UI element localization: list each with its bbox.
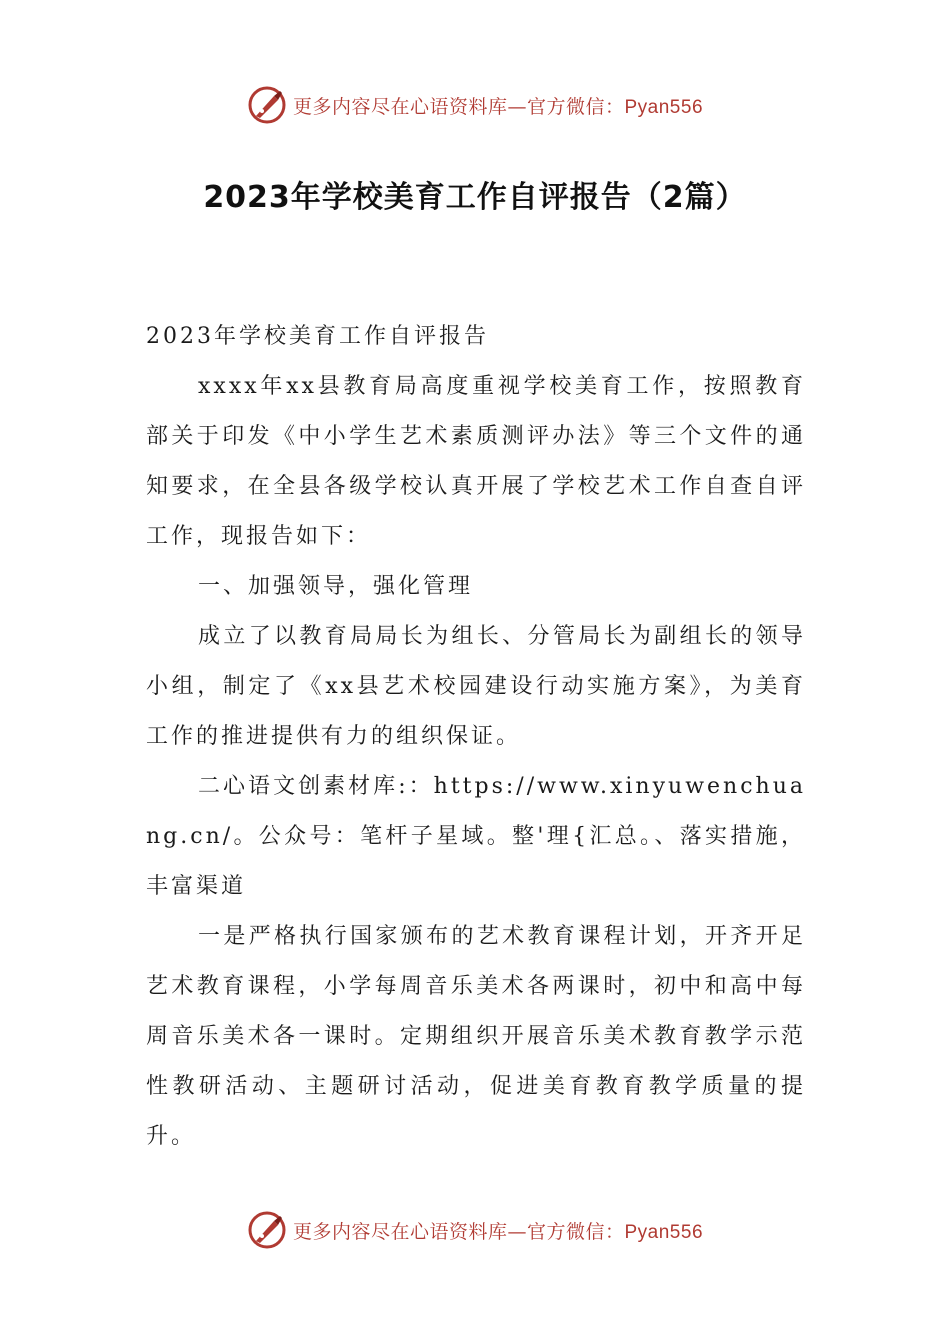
banner-text: 更多内容尽在心语资料库—官方微信：Pyan556 — [292, 1220, 704, 1243]
wechat-id: Pyan556 — [624, 96, 704, 118]
banner-text: 更多内容尽在心语资料库—官方微信：Pyan556 — [292, 95, 704, 118]
paragraph-source-note: 二心语文创素材库:：https://www.xinyuwenchuang.cn/。公众号：笔杆子星域。整'理{汇总。、落实措施，丰富渠道 — [146, 774, 806, 899]
footer-banner — [0, 1205, 950, 1255]
pen-nib-logo-icon — [247, 85, 287, 125]
paragraph-curriculum: 一是严格执行国家颁布的艺术教育课程计划，开齐开足艺术教育课程，小学每周音乐美术各两课时，初中和高中每周音乐美术各一课时。定期组织开展音乐美术教育教学示范性教研活动、主题研讨活动，促进美育教育教学质量的提升。 — [146, 924, 806, 1149]
paragraph-leadership: 成立了以教育局局长为组长、分管局长为副组长的领导小组，制定了《xx县艺术校园建设行动实施方案》，为美育工作的推进提供有力的组织保证。 — [146, 624, 806, 749]
paragraph-intro: xxxx年xx县教育局高度重视学校美育工作，按照教育部关于印发《中小学生艺术素质测评办法》等三个文件的通知要求，在全县各级学校认真开展了学校艺术工作自查自评工作，现报告如下： — [146, 374, 806, 549]
section-heading-1: 一、加强领导，强化管理 — [198, 574, 474, 599]
document-body — [146, 312, 806, 1162]
document-subtitle: 2023年学校美育工作自评报告 — [146, 324, 489, 349]
document-title: 2023年学校美育工作自评报告（2篇） — [203, 180, 747, 215]
header-banner — [0, 80, 950, 130]
pen-nib-logo-icon — [247, 1210, 287, 1250]
wechat-id: Pyan556 — [624, 1221, 704, 1243]
